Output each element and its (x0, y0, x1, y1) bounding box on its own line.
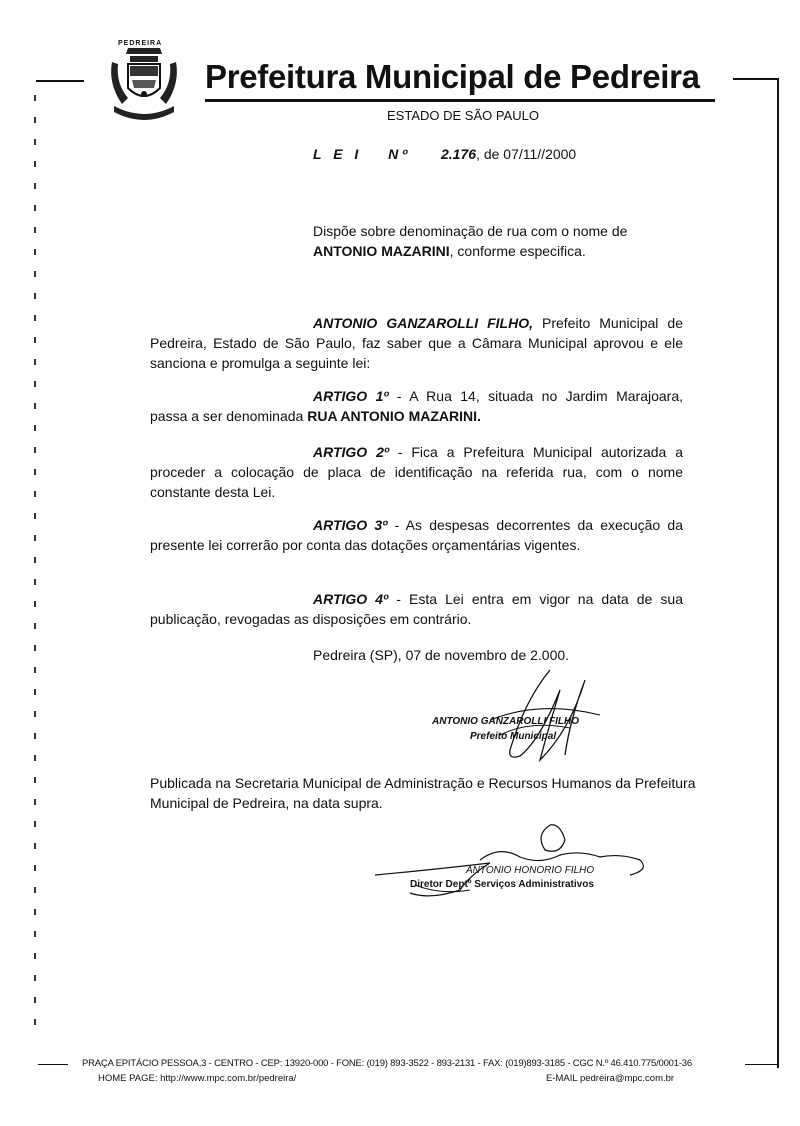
ementa-name: ANTONIO MAZARINI (313, 243, 450, 259)
margin-tick (34, 469, 36, 475)
article-label: ARTIGO 3º (313, 517, 388, 533)
margin-tick (34, 733, 36, 739)
margin-tick (34, 271, 36, 277)
margin-tick (34, 315, 36, 321)
law-date: , de 07/11//2000 (476, 146, 577, 162)
margin-tick (34, 535, 36, 541)
article-label: ARTIGO 2º (313, 444, 389, 460)
margin-tick (34, 887, 36, 893)
article-text: - Esta Lei entra em vigor na data de sua publicação, revogadas as disposições em contrário. (150, 591, 683, 627)
margin-tick (34, 513, 36, 519)
margin-tick (34, 161, 36, 167)
article-2 (150, 442, 683, 502)
margin-tick (34, 425, 36, 431)
article-text: - Fica a Prefeitura Municipal autorizada a proceder a colocação de placa de identificação na referida rua, com o nome constante desta Lei. (150, 444, 683, 500)
margin-tick (34, 711, 36, 717)
margin-tick (34, 227, 36, 233)
margin-tick (34, 953, 36, 959)
footer-email: E-MAIL pedreira@mpc.com.br (546, 1073, 675, 1084)
footer-rule-right (745, 1064, 777, 1065)
mayor-signature-role: Prefeito Municipal (470, 731, 557, 742)
margin-tick (34, 865, 36, 871)
margin-tick (34, 601, 36, 607)
article-1 (150, 386, 683, 426)
margin-tick (34, 667, 36, 673)
article-text: - As despesas decorrentes da execução da presente lei correrão por conta das dotações orçamentárias vigentes. (150, 517, 683, 553)
margin-tick (34, 139, 36, 145)
title-underline (205, 99, 715, 102)
header-rule-right (733, 78, 778, 80)
footer-rule-left (38, 1064, 68, 1065)
margin-tick (34, 975, 36, 981)
director-signature-role: Diretor Deptº Serviços Administrativos (410, 879, 594, 890)
margin-tick (34, 799, 36, 805)
footer-homepage: HOME PAGE: http://www.mpc.com.br/pedreira/ (98, 1073, 297, 1084)
margin-tick (34, 117, 36, 123)
article-4 (150, 589, 683, 629)
margin-tick (34, 755, 36, 761)
margin-tick (34, 359, 36, 365)
margin-tick (34, 183, 36, 189)
margin-tick (34, 689, 36, 695)
mayor-signature-name: ANTONIO GANZAROLLI FILHO (432, 716, 580, 727)
publication-note: Publicada na Secretaria Municipal de Administração e Recursos Humanos da Prefeitura Municipal de Pedreira, na data supra. (150, 775, 696, 811)
law-heading (313, 146, 576, 162)
ementa-line1: Dispõe sobre denominação de rua com o nome de (313, 223, 628, 239)
law-number-label: N º (388, 146, 408, 162)
margin-tick (34, 557, 36, 563)
preamble-text: Prefeito Municipal de Pedreira, Estado de São Paulo, faz saber que a Câmara Municipal aprovou e ele sanciona e promulga a seguinte lei: (150, 315, 683, 371)
director-signature-name: ANTONIO HONORIO FILHO (466, 865, 595, 876)
margin-tick (34, 491, 36, 497)
margin-tick (34, 579, 36, 585)
margin-tick (34, 909, 36, 915)
margin-tick (34, 1019, 36, 1025)
crest-text: PEDREIRA (118, 40, 163, 47)
article-bold: RUA ANTONIO MAZARINI. (307, 408, 481, 424)
margin-tick (34, 623, 36, 629)
state-subtitle: ESTADO DE SÃO PAULO (387, 108, 539, 123)
margin-tick (34, 337, 36, 343)
margin-tick (34, 843, 36, 849)
article-3 (150, 515, 683, 555)
ementa (313, 221, 683, 261)
footer-address: PRAÇA EPITÁCIO PESSOA,3 - CENTRO - CEP: 13920-000 - FONE: (019) 893-3522 - 893-2131 - FAX: (019)893-3185 - CGC N.º 46.410.775/0001-36 (82, 1058, 692, 1069)
page-title: Prefeitura Municipal de Pedreira (205, 58, 700, 95)
article-text: - A Rua 14, situada no Jardim Marajoara, passa a ser denominada (150, 388, 683, 424)
header-rule-left (36, 80, 84, 82)
margin-tick (34, 931, 36, 937)
municipal-crest-icon (104, 40, 184, 130)
preamble (150, 313, 683, 373)
margin-tick (34, 997, 36, 1003)
margin-tick (34, 645, 36, 651)
margin-tick (34, 403, 36, 409)
date-line: Pedreira (SP), 07 de novembro de 2.000. (313, 647, 570, 663)
margin-tick (34, 249, 36, 255)
margin-tick (34, 447, 36, 453)
article-label: ARTIGO 1º (313, 388, 389, 404)
article-label: ARTIGO 4º (313, 591, 389, 607)
margin-tick (34, 821, 36, 827)
margin-tick (34, 293, 36, 299)
page-border-right (777, 78, 779, 1068)
mayor-name: ANTONIO GANZAROLLI FILHO, (313, 315, 533, 331)
law-label: L E I (313, 146, 363, 162)
ementa-rest: , conforme especifica. (449, 243, 586, 259)
law-number: 2.176 (441, 146, 477, 162)
margin-tick (34, 777, 36, 783)
margin-tick (34, 205, 36, 211)
margin-tick (34, 381, 36, 387)
margin-tick (34, 95, 36, 101)
